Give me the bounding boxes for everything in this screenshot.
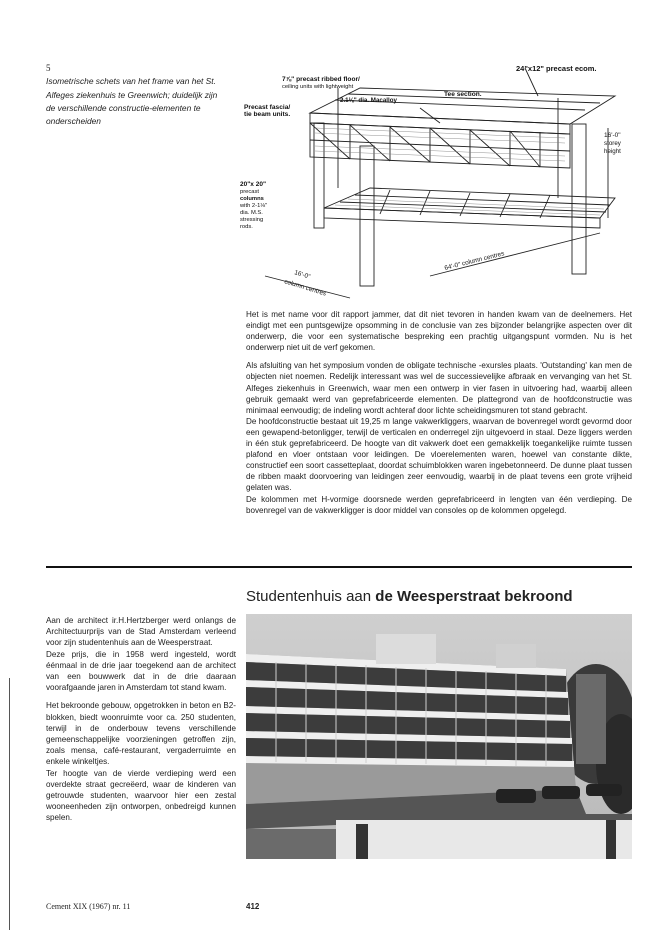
headline-bold: de Weesperstraat bekroond — [375, 588, 573, 605]
label-stressing: stressing — [240, 217, 264, 223]
body-paragraph-4: De kolommen met H-vormige doorsnede werden geprefabriceerd in lengten van één verdieping. De bovenregel van de vakwerkligger is door middel van consoles op de kolommen opgelegd. — [246, 494, 632, 515]
label-tie-beam: tie beam units. — [244, 111, 291, 118]
article-headline — [246, 588, 573, 605]
journal-footer: Cement XIX (1967) nr. 11 — [46, 902, 131, 911]
figure-caption — [46, 62, 221, 128]
label-with-rods: with 2-1⅛" — [240, 203, 268, 209]
label-column-size: 20"x 20" — [240, 181, 267, 188]
label-macalloy: 2.1⅛" dia. Macalloy — [340, 97, 397, 104]
label-ceiling-units: ceiling units with lightweight — [282, 84, 354, 90]
label-tee-section: Tee section. — [444, 91, 482, 98]
label-column-centres-long: 64'-0" column centres — [443, 250, 506, 272]
article-paragraph-3: Het bekroonde gebouw, opgetrokken in beton en B2-blokken, biedt woonruimte voor ca. 250 studenten, terwijl in de onderbouw tevens verschillende gemeenschappelijke voorzieningen getroffen zijn, zoals mensa, café-restaurant, vergaderruimte en enkele winkeltjes. — [46, 701, 236, 767]
headline-normal: Studentenhuis aan — [246, 588, 372, 605]
label-height: height — [604, 148, 621, 155]
label-column-precast: precast — [240, 189, 260, 195]
article-paragraph-2: Deze prijs, die in 1958 werd ingesteld, wordt éénmaal in de drie jaar toegekend aan de architect van een bouwwerk dat in de drie daaraan voorafgaande jaren in Amsterdam tot stand kwam. — [46, 649, 236, 693]
figure-caption-text: Isometrische schets van het frame van het St. Alfeges ziekenhuis te Greenwich; duidelijk zijn de verschillende constructie-elementen te onderscheiden — [46, 76, 218, 127]
body-paragraph-1: Het is met name voor dit rapport jammer, dat dit niet tevoren in handen kwam van de deelnemers. Het eindigt met een puntsgewijze opsomming in de conclusie van zes bijzonder belangrijke aspecten over dit onderwerp, die voor een systematische bespreking een prachtig uitgangspunt vormden. Nu is het onderwerp niet uit de verf gekomen. — [246, 310, 632, 353]
figure-number: 5 — [46, 63, 51, 73]
margin-line — [9, 678, 10, 930]
section-divider — [46, 566, 632, 568]
label-dia-ms: dia. M.S. — [240, 210, 263, 216]
label-column-centres-short-value: 16'-0" — [293, 269, 312, 281]
page-number: 412 — [246, 902, 260, 911]
label-storey-height-value: 16'-0" — [604, 132, 621, 139]
label-precast-fascia: Precast fascia/ — [244, 104, 291, 111]
label-column-centres-short: column centres — [283, 278, 327, 298]
student-housing-photo — [246, 614, 632, 859]
body-paragraph-3: De hoofdconstructie bestaat uit 19,25 m lange vakwerkliggers, waarvan de bovenregel wordt gevormd door een gewapend-betonligger, terwijl de verticalen en onderregel zijn uitgevoerd in staal. Deze liggers werden in één stuk geprefabriceerd. De hoogte van dit vakwerk doet een gemakkelijk toegankelijke ruimte tussen plafond en vloer ontstaan voor leidingen. De vloerelementen waren, hoewel van constante dikte, constructief een soort cassetteplaat, doordat schuimblokken waren ingebetonneerd. De dunne plaat tussen de ribben maakt doorvoering van leidingen zeer eenvoudig, waarbij in de plaat tevens een grote vrijheid gelaten was. — [246, 416, 632, 493]
label-columns: columns — [240, 196, 264, 202]
label-storey: storey — [604, 140, 621, 147]
isometric-frame-drawing — [240, 58, 635, 308]
label-rods: rods. — [240, 224, 253, 230]
label-ribbed-floor: 7⅞" precast ribbed floor/ — [282, 76, 360, 83]
label-precast-ecom: 24"x12" precast ecom. — [516, 64, 597, 73]
article-body-greenwich — [246, 309, 632, 516]
body-paragraph-2: Als afsluiting van het symposium vonden de obligate technische -exursles plaats. 'Outstanding' kan men de objecten niet noemen. Redelijk interessant was wel de successievelijke afbraak en vervanging van het St. Alfeges ziekenhuis in Greenwich, waar men een ontwerp in vier fasen in uitvoering had, waarbij alleen gebruik gemaakt werd van geprefabriceerde elementen. De plattegrond van de hoofdconstructie was minimaal eenvoudig; de indeling wordt achteraf door lichte scheidingsmuren tot stand gebracht. — [246, 361, 632, 415]
article-paragraph-4: Ter hoogte van de vierde verdieping werd een overdekte straat gecreëerd, waar de kinderen van getrouwde studenten, waarvoor hier een zestal wooneenheden zijn ontworpen, onbedreigd kunnen spelen. — [46, 768, 236, 823]
article-body-weesperstraat — [46, 615, 236, 824]
article-paragraph-1: Aan de architect ir.H.Hertzberger werd onlangs de Architectuurprijs van de Stad Amsterdam verleend voor zijn studentenhuis aan de Weesperstraat. — [46, 616, 236, 648]
